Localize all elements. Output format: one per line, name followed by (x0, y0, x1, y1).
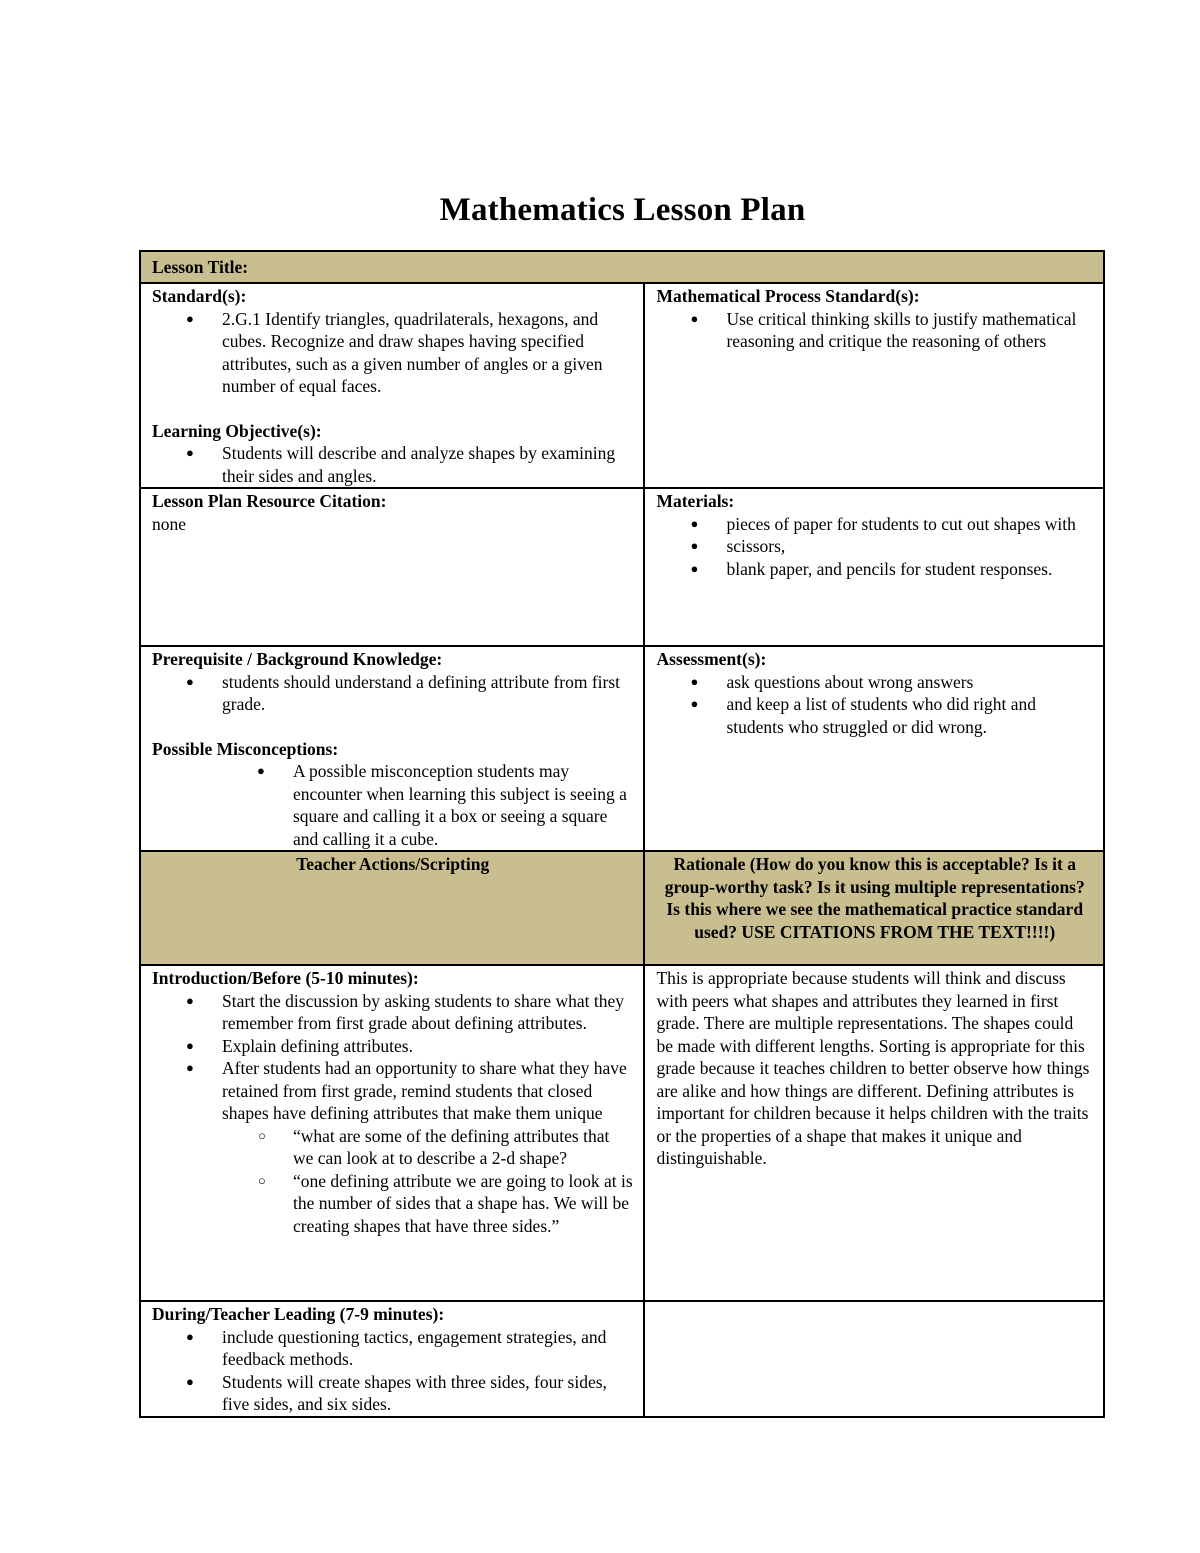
lesson-plan-table (139, 250, 1105, 1418)
list-item: ● blank paper, and pencils for student responses. (656, 558, 1093, 581)
list-item: ● and keep a list of students who did right and students who struggled or did wrong. (656, 693, 1093, 738)
list-item: ○ “one defining attribute we are going to look at is the number of sides that a shape has. We will be creating shapes that have three sides.” (152, 1170, 633, 1238)
introduction-rationale: This is appropriate because students will think and discuss with peers what shapes and attributes they learned in first grade. There are multiple representations. The shapes could be made with different lengths. Sorting is appropriate for this grade because it teaches children to better observe how things are alike and how things are different. Defining attributes is important for children because it helps children with the traits or the properties of a shape that makes it unique and distinguishable. (656, 968, 1090, 1168)
standards-cell (140, 283, 644, 488)
list-item: ● Students will describe and analyze shapes by examining their sides and angles. (152, 442, 633, 487)
introduction-cell (140, 965, 644, 1301)
list-item: ● Students will create shapes with three sides, four sides, five sides, and six sides. (152, 1371, 633, 1416)
during-row (140, 1301, 1104, 1417)
list-item: ● students should understand a defining attribute from first grade. (152, 671, 633, 716)
list-item: ● include questioning tactics, engagement strategies, and feedback methods. (152, 1326, 633, 1371)
rationale-header: Rationale (How do you know this is acceptable? Is it a group-worthy task? Is it using multiple representations? Is this where we see the mathematical practice standard used? USE CITATIONS FROM THE TEXT!!!!) (644, 851, 1104, 965)
lesson-title-row (140, 251, 1104, 283)
misconceptions-list (152, 760, 633, 850)
introduction-rationale-cell (644, 965, 1104, 1301)
list-item: ● Start the discussion by asking students to share what they remember from first grade about defining attributes. (152, 990, 633, 1035)
introduction-label: Introduction/Before (5-10 minutes): (152, 968, 419, 988)
process-standards-list (656, 308, 1093, 353)
standards-row (140, 283, 1104, 488)
list-item: ● Explain defining attributes. (152, 1035, 633, 1058)
header-row (140, 851, 1104, 965)
prerequisite-list (152, 671, 633, 716)
introduction-sublist (152, 1125, 633, 1238)
list-item: ● 2.G.1 Identify triangles, quadrilaterals, hexagons, and cubes. Recognize and draw shapes having specified attributes, such as a given number of angles or a given number of equal faces. (152, 308, 633, 398)
list-item: ○ “what are some of the defining attributes that we can look at to describe a 2-d shape? (152, 1125, 633, 1170)
introduction-list (152, 990, 633, 1125)
assessment-cell (644, 646, 1104, 851)
standards-label: Standard(s): (152, 286, 247, 306)
prerequisite-row (140, 646, 1104, 851)
prerequisite-label: Prerequisite / Background Knowledge: (152, 649, 443, 669)
assessment-label: Assessment(s): (656, 649, 767, 669)
learning-objectives-label: Learning Objective(s): (152, 420, 322, 441)
assessment-list (656, 671, 1093, 739)
materials-label: Materials: (656, 491, 735, 511)
resource-citation-value: none (152, 513, 187, 534)
introduction-row (140, 965, 1104, 1301)
list-item: ● A possible misconception students may encounter when learning this subject is seeing a square and calling it a box or seeing a square and calling it a cube. (152, 760, 633, 850)
page-title: Mathematics Lesson Plan (439, 192, 806, 228)
standards-list (152, 308, 633, 398)
during-list (152, 1326, 633, 1416)
teacher-actions-header: Teacher Actions/Scripting (140, 851, 644, 965)
list-item: ● Use critical thinking skills to justify mathematical reasoning and critique the reasoning of others (656, 308, 1093, 353)
materials-list (656, 513, 1093, 581)
lesson-title-cell (140, 251, 1104, 283)
process-standards-cell (644, 283, 1104, 488)
list-item: ● After students had an opportunity to share what they have retained from first grade, remind students that closed shapes have defining attributes that make them unique (152, 1057, 633, 1125)
prerequisite-cell (140, 646, 644, 851)
lesson-title-label: Lesson Title: (152, 257, 249, 277)
list-item: ● pieces of paper for students to cut out shapes with (656, 513, 1093, 536)
during-rationale-cell (644, 1301, 1104, 1417)
resource-citation-label: Lesson Plan Resource Citation: (152, 491, 387, 511)
resource-citation-cell (140, 488, 644, 646)
list-item: ● ask questions about wrong answers (656, 671, 1093, 694)
materials-cell (644, 488, 1104, 646)
learning-objectives-list (152, 442, 633, 487)
process-standards-label: Mathematical Process Standard(s): (656, 286, 920, 306)
misconceptions-label: Possible Misconceptions: (152, 738, 339, 759)
during-label: During/Teacher Leading (7-9 minutes): (152, 1304, 445, 1324)
resource-row (140, 488, 1104, 646)
during-cell (140, 1301, 644, 1417)
list-item: ● scissors, (656, 535, 1093, 558)
